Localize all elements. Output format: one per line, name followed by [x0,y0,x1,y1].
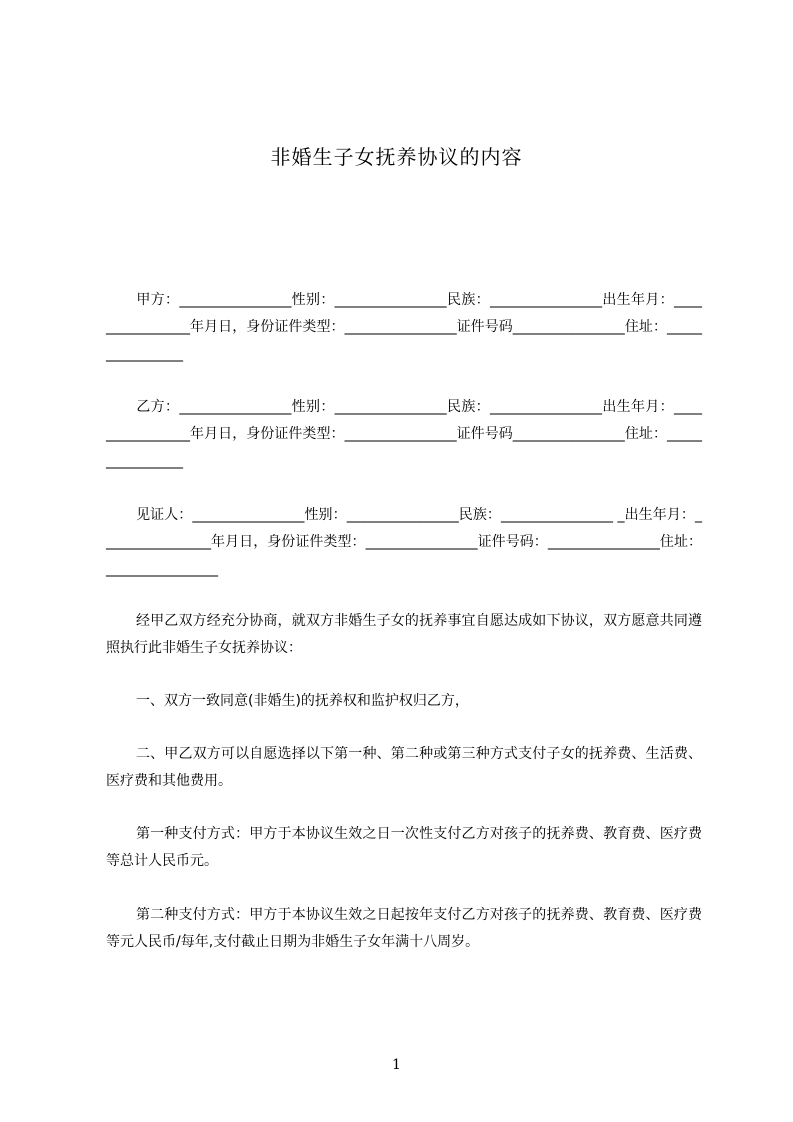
clause-payment-options-paragraph: 二、甲乙双方可以自愿选择以下第一种、第二种或第三种方式支付子女的抚养费、生活费、医疗费和其他费用。 [106,746,702,789]
party-b-info [106,394,702,475]
document-title: 非婚生子女抚养协议的内容 [270,145,523,169]
witness-info [106,502,702,583]
payment-method-1-paragraph: 第一种支付方式：甲方于本协议生效之日一次性支付乙方对孩子的抚养费、教育费、医疗费等总计人民币元。 [106,826,702,869]
witness-text: 见证人：________________性别：________________民族：________________ _出生年月：________________年月日，身份证件类型：________________证件号码：________________住址：________________ [106,507,702,577]
party-b-text: 乙方：________________性别：________________民族：________________出生年月：________________年月日，身份证件类型：________________证件号码________________住址：________________ [106,399,702,469]
party-a-info [106,287,702,368]
payment-method-2-paragraph: 第二种支付方式：甲方于本协议生效之日起按年支付乙方对孩子的抚养费、教育费、医疗费等元人民币/每年,支付截止日期为非婚生子女年满十八周岁。 [106,907,702,950]
agreement-intro-paragraph: 经甲乙双方经充分协商，就双方非婚生子女的抚养事宜自愿达成如下协议，双方愿意共同遵照执行此非婚生子女抚养协议： [106,613,702,656]
party-a-text: 甲方：________________性别：________________民族：________________出生年月：________________年月日，身份证件类型：________________证件号码________________住址：________________ [106,292,702,362]
page-number: 1 [392,1057,401,1073]
clause-custody-paragraph: 一、双方一致同意(非婚生)的抚养权和监护权归乙方， [136,693,469,709]
